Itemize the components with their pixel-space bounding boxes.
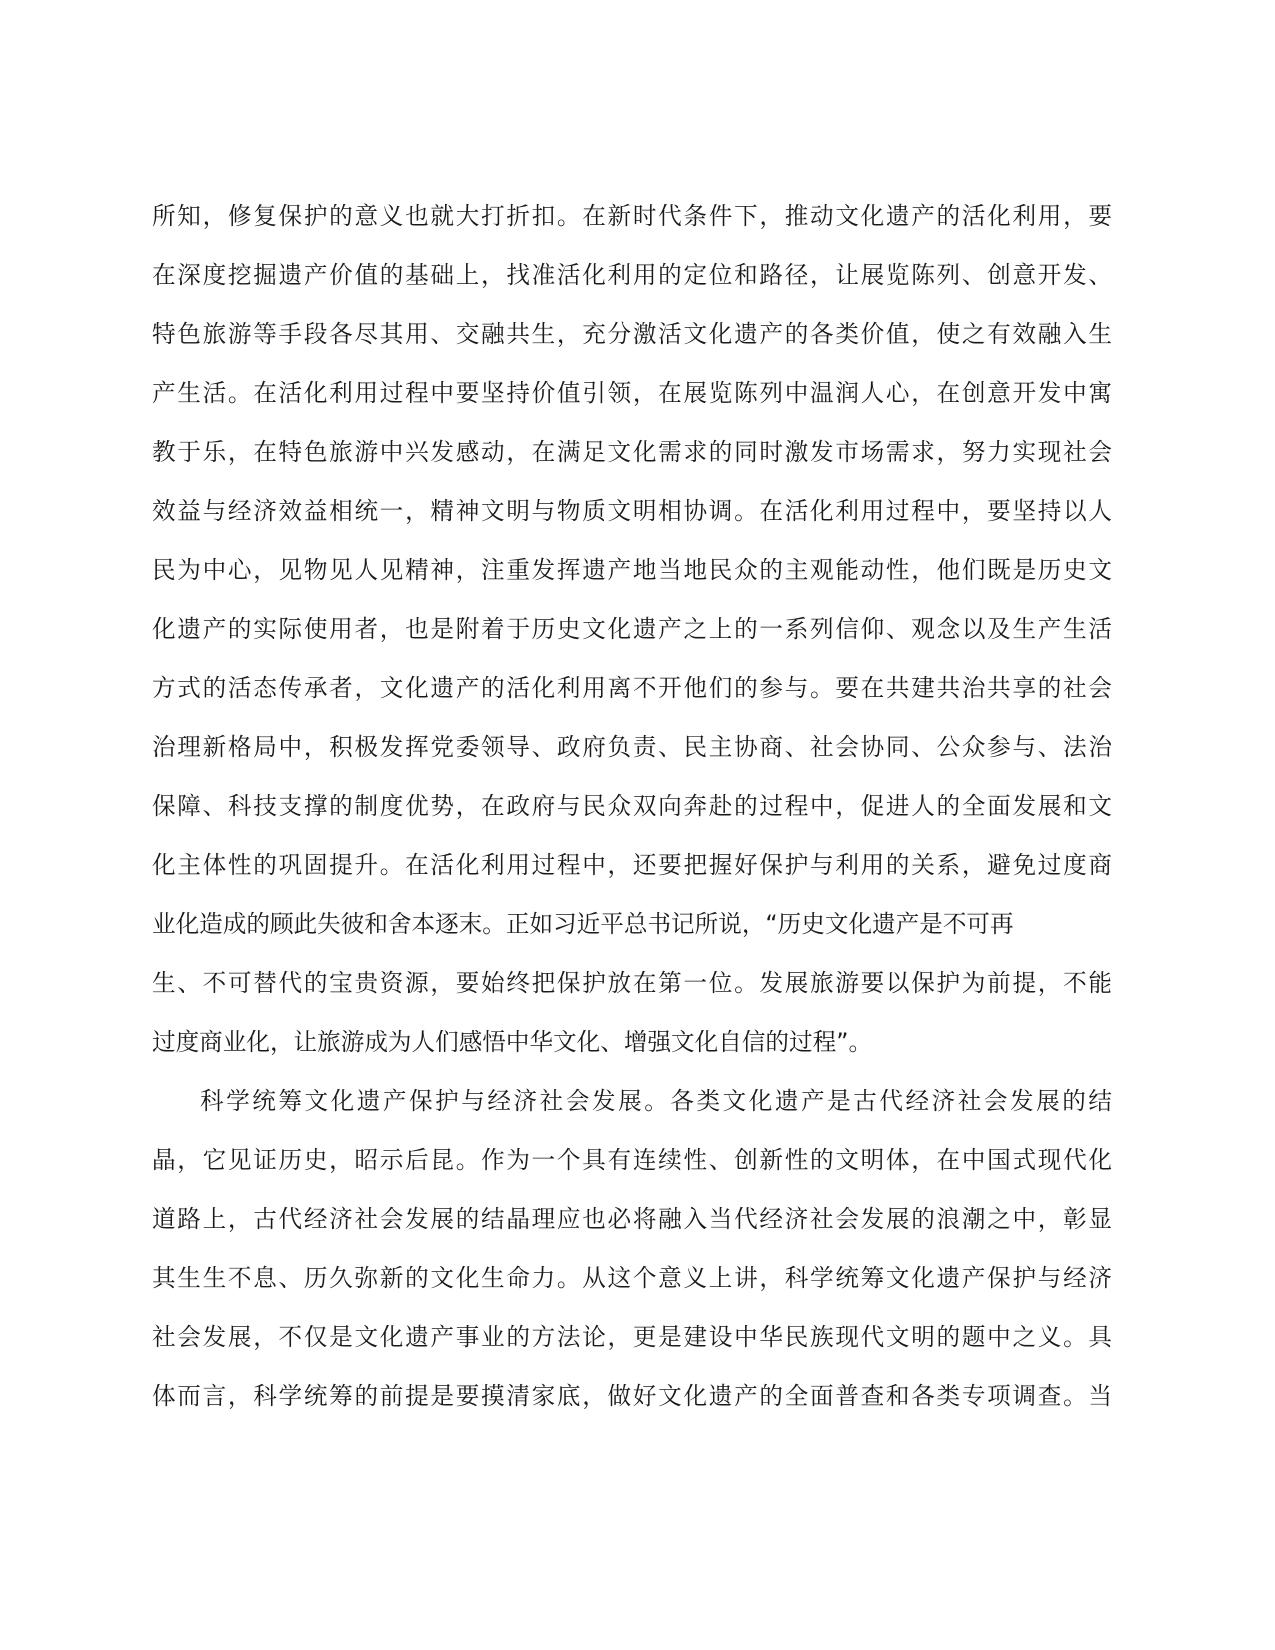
text-line: 晶，它见证历史，昭示后昆。作为一个具有连续性、创新性的文明体，在中国式现代化 (152, 1146, 1112, 1174)
text-line: 生、不可替代的宝贵资源，要始终把保护放在第一位。发展旅游要以保护为前提，不能 (152, 969, 1112, 997)
text-line: 教于乐，在特色旅游中兴发感动，在满足文化需求的同时激发市场需求，努力实现社会 (152, 438, 1112, 466)
text-line: 产生活。在活化利用过程中要坚持价值引领，在展览陈列中温润人心，在创意开发中寓 (152, 379, 1112, 407)
text-line: 体而言，科学统筹的前提是要摸清家底，做好文化遗产的全面普查和各类专项调查。当 (152, 1382, 1112, 1410)
text-line: 治理新格局中，积极发挥党委领导、政府负责、民主协商、社会协同、公众参与、法治 (152, 733, 1112, 761)
text-line: 过度商业化，让旅游成为人们感悟中华文化、增强文化自信的过程”。 (152, 1028, 873, 1056)
text-line: 其生生不息、历久弥新的文化生命力。从这个意义上讲，科学统筹文化遗产保护与经济 (152, 1264, 1112, 1292)
text-line: 民为中心，见物见人见精神，注重发挥遗产地当地民众的主观能动性，他们既是历史文 (152, 556, 1112, 584)
text-line: 效益与经济效益相统一，精神文明与物质文明相协调。在活化利用过程中，要坚持以人 (152, 497, 1112, 525)
text-line: 所知，修复保护的意义也就大打折扣。在新时代条件下，推动文化遗产的活化利用，要 (152, 202, 1112, 230)
paragraph-activation-utilization (152, 187, 1112, 1072)
text-line: 在深度挖掘遗产价值的基础上，找准活化利用的定位和路径，让展览陈列、创意开发、 (152, 261, 1112, 289)
text-line: 特色旅游等手段各尽其用、交融共生，充分激活文化遗产的各类价值，使之有效融入生 (152, 320, 1112, 348)
text-line: 化遗产的实际使用者，也是附着于历史文化遗产之上的一系列信仰、观念以及生产生活 (152, 615, 1112, 643)
paragraph-coordinated-development (152, 1072, 1112, 1426)
text-line: 道路上，古代经济社会发展的结晶理应也必将融入当代经济社会发展的浪潮之中，彰显 (152, 1205, 1112, 1233)
text-line: 保障、科技支撑的制度优势，在政府与民众双向奔赴的过程中，促进人的全面发展和文 (152, 792, 1112, 820)
text-line: 社会发展，不仅是文化遗产事业的方法论，更是建设中华民族现代文明的题中之义。具 (152, 1323, 1112, 1351)
text-line: 方式的活态传承者，文化遗产的活化利用离不开他们的参与。要在共建共治共享的社会 (152, 674, 1112, 702)
text-line: 化主体性的巩固提升。在活化利用过程中，还要把握好保护与利用的关系，避免过度商 (152, 851, 1112, 879)
text-line: 科学统筹文化遗产保护与经济社会发展。各类文化遗产是古代经济社会发展的结 (200, 1087, 1112, 1115)
text-line: 业化造成的顾此失彼和舍本逐末。正如习近平总书记所说，“历史文化遗产是不可再 (152, 910, 1014, 938)
